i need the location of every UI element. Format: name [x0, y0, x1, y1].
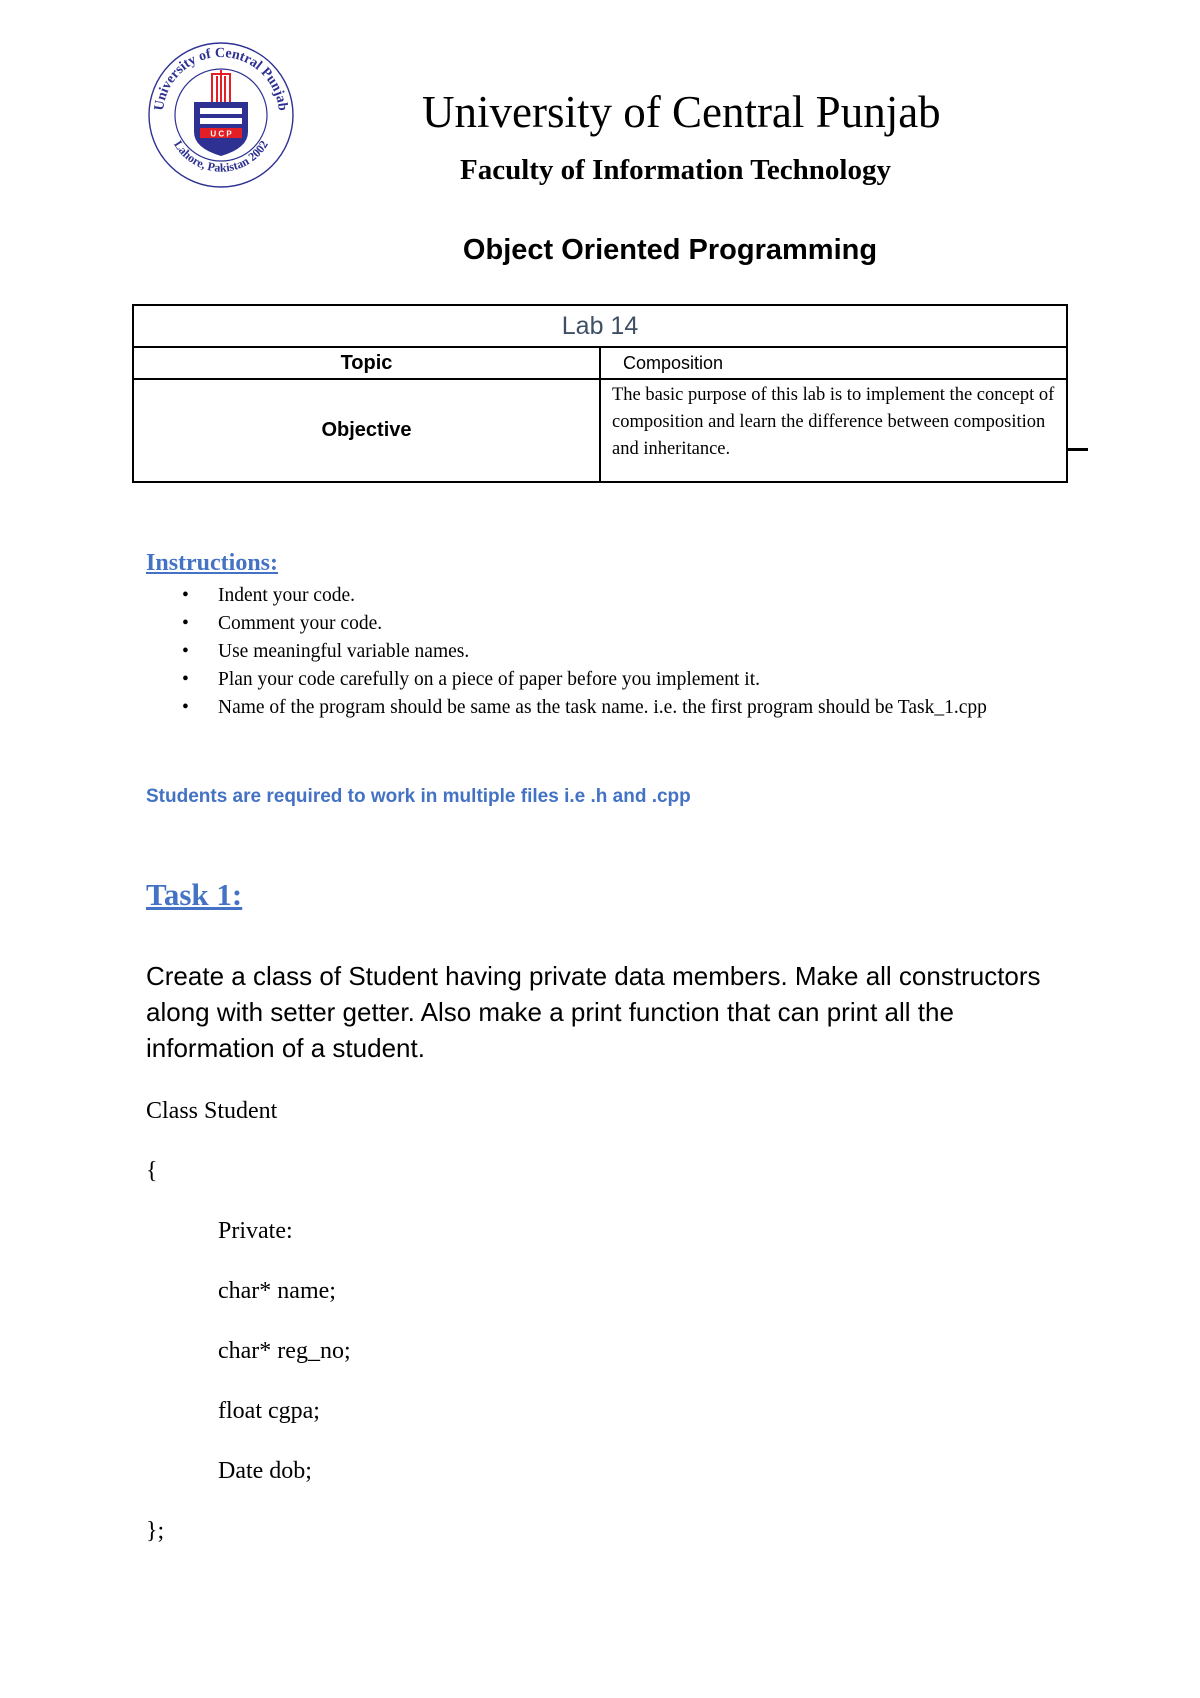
- bullet-icon: •: [182, 697, 189, 718]
- code-line: Date dob;: [218, 1458, 312, 1484]
- code-line: char* name;: [218, 1278, 336, 1304]
- code-line: float cgpa;: [218, 1398, 320, 1424]
- logo-ring-top-text: University of Central Punjab: [152, 45, 290, 112]
- instruction-text: Comment your code.: [218, 613, 383, 634]
- multiple-files-note: Students are required to work in multiple files i.e .h and .cpp: [146, 786, 691, 807]
- instructions-heading: Instructions:: [146, 550, 279, 576]
- lab-row: [133, 305, 1067, 347]
- list-item: [182, 582, 1052, 610]
- table-border-extension: [1066, 448, 1088, 451]
- university-name: University of Central Punjab: [422, 87, 941, 137]
- task-1-heading: Task 1:: [146, 877, 243, 912]
- faculty-name: Faculty of Information Technology: [460, 154, 891, 186]
- code-line: };: [146, 1518, 165, 1544]
- task-1-description: Create a class of Student having private data members. Make all constructors along with setter getter. Also make a print function that can print all the information of a student.: [146, 961, 1041, 1063]
- lab-number: Lab 14: [133, 305, 1067, 347]
- objective-value: The basic purpose of this lab is to implement the concept of composition and learn the difference between composition and inheritance.: [600, 379, 1067, 482]
- topic-label: Topic: [133, 347, 600, 379]
- instruction-text: Name of the program should be same as the task name. i.e. the first program should be Task_1.cpp: [218, 697, 987, 718]
- course-title: Object Oriented Programming: [462, 234, 878, 266]
- list-item: [182, 666, 1052, 694]
- logo-ring-bottom-text: Lahore, Pakistan 2002: [171, 137, 271, 175]
- instructions-list: [182, 582, 1052, 722]
- topic-row: [133, 347, 1067, 379]
- instruction-text: Use meaningful variable names.: [218, 641, 470, 662]
- list-item: [182, 694, 1052, 722]
- university-logo: [146, 40, 296, 190]
- topic-value: Composition: [600, 347, 1067, 379]
- code-line: {: [146, 1158, 158, 1184]
- objective-row: [133, 379, 1067, 482]
- logo-shield-text: U C P: [210, 129, 232, 139]
- code-line: char* reg_no;: [218, 1338, 351, 1364]
- code-line: Private:: [218, 1218, 293, 1244]
- objective-label: Objective: [133, 379, 600, 482]
- lab-info-table: [132, 304, 1068, 483]
- instruction-text: Plan your code carefully on a piece of paper before you implement it.: [218, 669, 761, 690]
- instruction-text: Indent your code.: [218, 585, 355, 606]
- bullet-icon: •: [182, 585, 189, 606]
- bullet-icon: •: [182, 613, 189, 634]
- code-line: Class Student: [146, 1098, 278, 1124]
- list-item: [182, 610, 1052, 638]
- bullet-icon: •: [182, 641, 189, 662]
- list-item: [182, 638, 1052, 666]
- bullet-icon: •: [182, 669, 189, 690]
